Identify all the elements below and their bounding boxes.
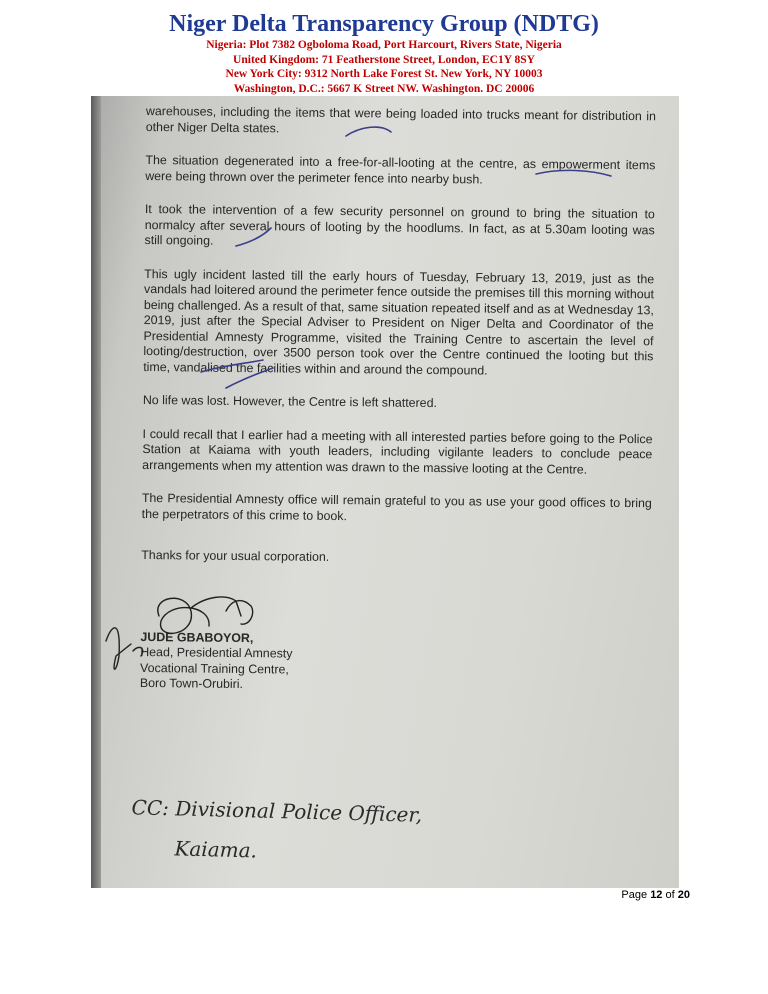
page-total: 20 bbox=[677, 889, 690, 901]
address-new-york: New York City: 9312 North Lake Forest St. New York, NY 10003 bbox=[225, 68, 543, 80]
handwritten-cc-line: Kaiama. bbox=[174, 836, 258, 863]
page-of-label: of bbox=[665, 889, 675, 901]
letter-paragraph: No life was lost. However, the Centre is left shattered. bbox=[142, 392, 438, 411]
tick-mark bbox=[536, 170, 611, 176]
tick-mark bbox=[226, 368, 273, 388]
letter-paragraph: I could recall that I earlier had a meeting with all interested parties before going to the Police Station at Kaiama with youth leaders, including vigilante leaders to conclude peace arrangements when my attention was drawn to the massive looting at the Centre. bbox=[142, 426, 653, 477]
letter-paragraph: The Presidential Amnesty office will remain grateful to you as use your good offices to bring the perpetrators of this crime to book. bbox=[141, 490, 652, 523]
handwritten-cc-line: CC: Divisional Police Officer, bbox=[131, 795, 423, 827]
signature bbox=[106, 597, 253, 669]
signatory-title-line: Boro Town-Orubiri. bbox=[139, 675, 244, 692]
signatory-title-line: Vocational Training Centre, bbox=[140, 660, 289, 677]
organization-title: Niger Delta Transparency Group (NDTG) bbox=[169, 11, 599, 37]
letter-paragraph: This ugly incident lasted till the early hours of Tuesday, February 13, 2019, just as the vandals had loitered around the perimeter fence outside the premises till this morning without being challenged. As a result of that, same situation repeated itself and as at Wednesday 13, 2019, just after the Special Adviser to President on Niger Delta and Coordinator of the Presidential Amnesty Programme, visited the Training Centre to ascertain the level of looting/destruction, over 3500 person took over the Centre continued the looting but this time, vandalised the facilities within and around the compound. bbox=[143, 266, 655, 378]
page-prefix: Page bbox=[621, 889, 648, 901]
tick-mark bbox=[201, 360, 263, 372]
signatory-name: JUDE GBABOYOR, bbox=[140, 629, 254, 645]
handwritten-marks bbox=[91, 96, 679, 888]
scanned-letter-photo bbox=[91, 96, 679, 888]
handwritten-cc-note bbox=[130, 787, 423, 875]
address-washington: Washington, D.C.: 5667 K Street NW. Washington. DC 20006 bbox=[233, 82, 535, 95]
letterhead bbox=[0, 10, 768, 96]
page-footer bbox=[621, 889, 690, 901]
letter-paragraph: It took the intervention of a few security personnel on ground to bring the situation to normalcy after several hours of looting by the hoodlums. In fact, as at 5.30am looting was still ongoing. bbox=[144, 201, 655, 248]
address-nigeria: Nigeria: Plot 7382 Ogboloma Road, Port Harcourt, Rivers State, Nigeria bbox=[206, 39, 562, 51]
tick-mark bbox=[346, 127, 391, 136]
address-uk: United Kingdom: 71 Featherstone Street, London, EC1Y 8SY bbox=[233, 53, 535, 66]
signatory-title-line: Head, Presidential Amnesty bbox=[140, 644, 293, 661]
letter-paragraph: The situation degenerated into a free-for-all-looting at the centre, as empowerment items were being thrown over the perimeter fence into nearby bush. bbox=[145, 152, 656, 187]
letter-paragraph: warehouses, including the items that were being loaded into trucks meant for distribution in other Niger Delta states. bbox=[145, 104, 656, 135]
tick-mark bbox=[236, 228, 271, 246]
letter-closing: Thanks for your usual corporation. bbox=[141, 547, 330, 564]
page-number: 12 bbox=[650, 889, 663, 901]
